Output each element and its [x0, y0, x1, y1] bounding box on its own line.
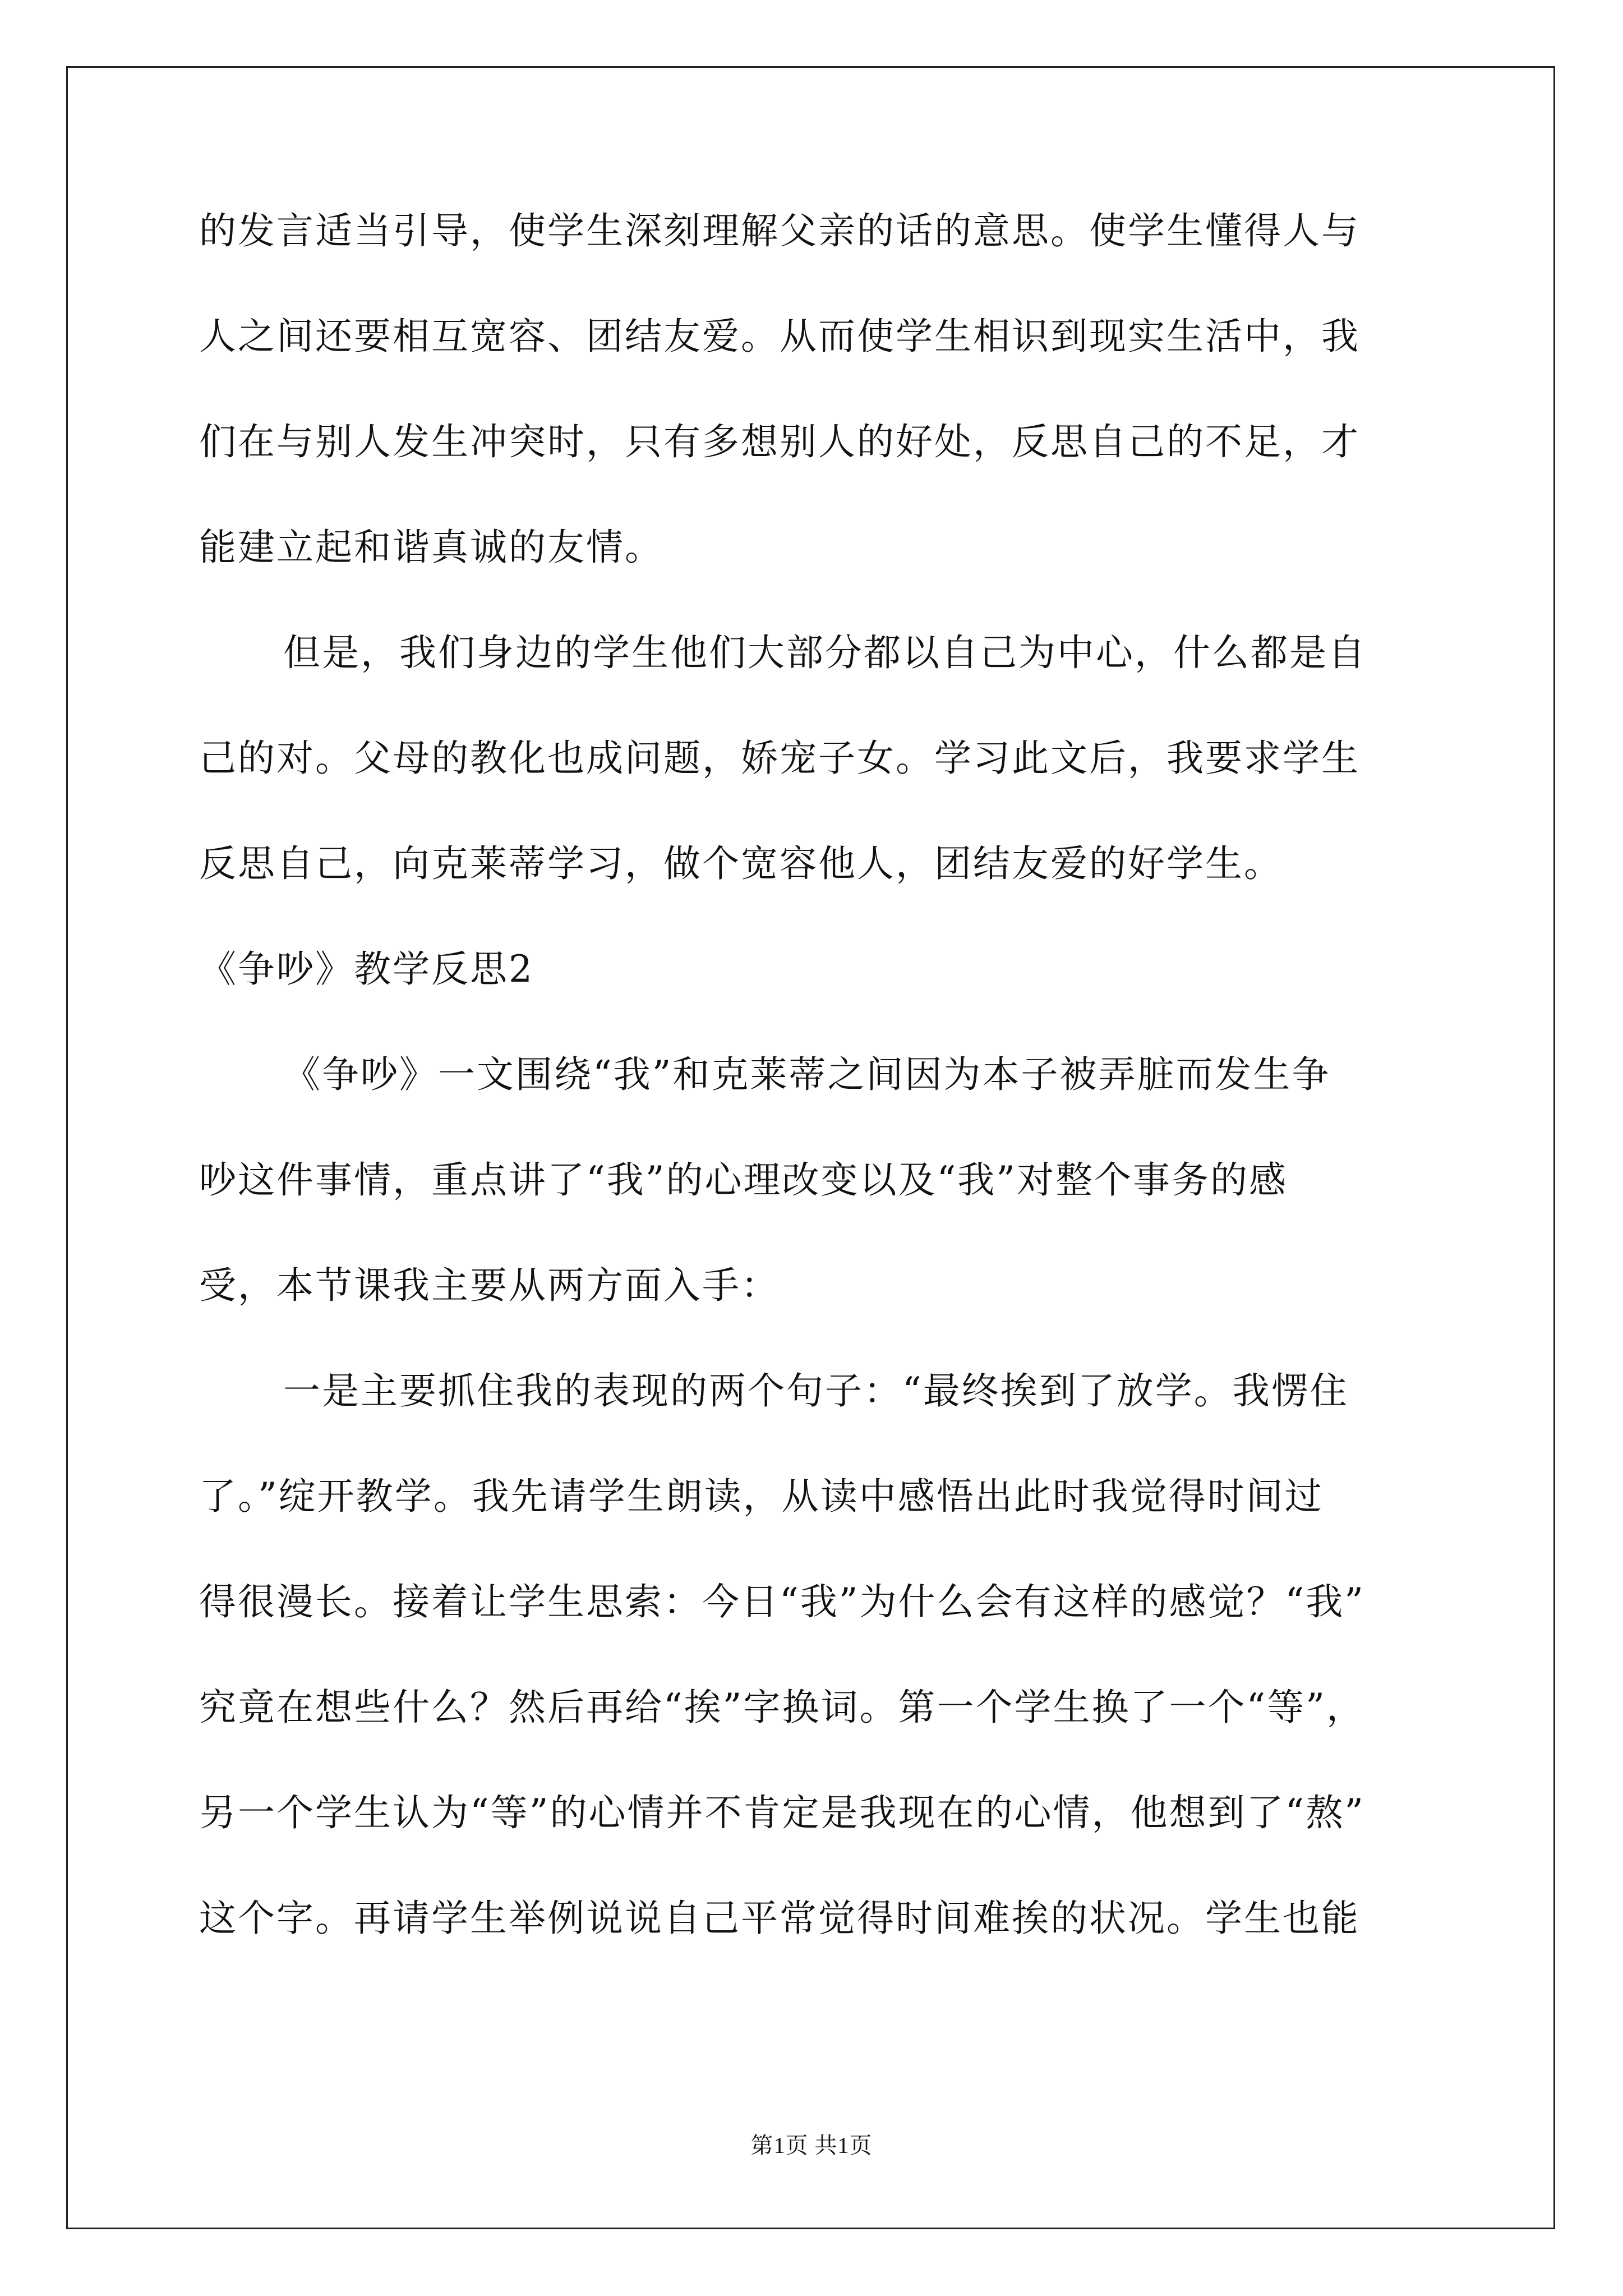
paragraph-line: 己的对。父母的教化也成问题，娇宠子女。学习此文后，我要求学生: [199, 737, 1360, 780]
paragraph-line: 一是主要抓住我的表现的两个句子：“最终挨到了放学。我愣住: [283, 1369, 1349, 1412]
paragraph-line: 受，本节课我主要从两方面入手：: [199, 1264, 780, 1307]
paragraph-line: 这个字。再请学生举例说说自己平常觉得时间难挨的状况。学生也能: [199, 1897, 1360, 1940]
paragraph-line: 另一个学生认为“等”的心情并不肯定是我现在的心情，他想到了“熬”: [199, 1791, 1365, 1834]
page-number-footer: 第1页 共1页: [750, 2133, 873, 2158]
paragraph-line: 得很漫长。接着让学生思索：今日“我”为什么会有这样的感觉？“我”: [199, 1580, 1365, 1623]
paragraph-line: 们在与别人发生冲突时，只有多想别人的好处，反思自己的不足，才: [199, 420, 1360, 463]
paragraph-line: 能建立起和谐真诚的友情。: [199, 526, 663, 569]
paragraph-line: 但是，我们身边的学生他们大部分都以自己为中心，什么都是自: [283, 631, 1367, 674]
section-heading: 《争吵》教学反思2: [199, 947, 534, 991]
paragraph-line: 的发言适当引导，使学生深刻理解父亲的话的意思。使学生懂得人与: [199, 209, 1360, 252]
paragraph-line: 究竟在想些什么？然后再给“挨”字换词。第一个学生换了一个“等”，: [199, 1686, 1365, 1729]
paragraph-line: 吵这件事情，重点讲了“我”的心理改变以及“我”对整个事务的感: [199, 1158, 1288, 1202]
paragraph-line: 反思自己，向克莱蒂学习，做个宽容他人，团结友爱的好学生。: [199, 842, 1283, 885]
paragraph-line: 了。”绽开教学。我先请学生朗读，从读中感悟出此时我觉得时间过: [199, 1475, 1324, 1518]
paragraph-line: 《争吵》一文围绕“我”和克莱蒂之间因为本子被弄脏而发生争: [283, 1053, 1331, 1096]
paragraph-line: 人之间还要相互宽容、团结友爱。从而使学生相识到现实生活中，我: [199, 315, 1360, 358]
